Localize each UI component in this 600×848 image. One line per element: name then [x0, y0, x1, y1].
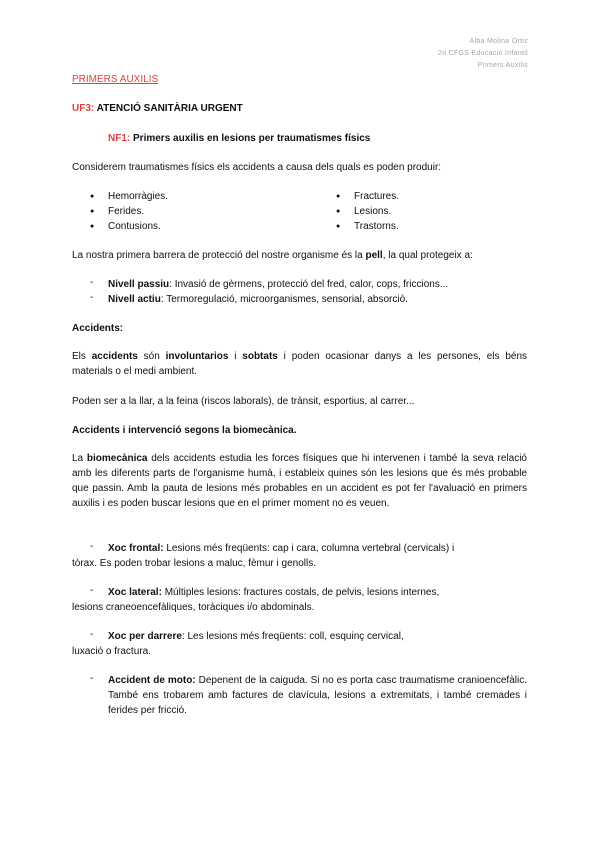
- level-active: [108, 292, 408, 307]
- accident-places: Poden ser a la llar, a la feina (riscos laborals), de trànsit, esportius, al carrer...: [72, 396, 415, 407]
- impact-rear-line2: luxació o fractura.: [72, 646, 151, 657]
- accidents-definition: [72, 349, 527, 379]
- skin-bold-term: pell: [365, 250, 383, 261]
- def-text: són: [137, 351, 166, 362]
- moto-text: Depenent de la caiguda. Si no es porta casc traumatisme cranioencefàlic. També ens trobarem amb factures de clavícula, lesions a extremitats, i també cremades i ferides per fricció.: [108, 675, 527, 716]
- nf-title: Primers auxilis en lesions per traumatismes físics: [130, 133, 371, 144]
- level-active-label: Nivell actiu: [108, 294, 161, 305]
- impact-rear-text: : Les lesions més freqüents: coll, esquinç cervical,: [181, 631, 404, 642]
- impact-frontal-text: Lesions més freqüents: cap i cara, columna vertebral (cervicals) i: [163, 543, 455, 554]
- intro-paragraph: Considerem traumatismes físics els accidents a causa dels quals es poden produir:: [72, 162, 442, 173]
- bullet-list-right: [318, 189, 399, 234]
- level-active-text: : Termoregulació, microorganismes, sensorial, absorció.: [160, 294, 408, 305]
- impact-lateral-line2: lesions craneoencefàliques, toràciques i/o abdominals.: [72, 602, 315, 613]
- list-item: ● Fractures.: [318, 189, 399, 204]
- header-author: Alba Molina Ortiz: [469, 38, 528, 45]
- header-block: [438, 36, 528, 72]
- impact-rear-label: Xoc per darrere: [108, 631, 182, 642]
- dash-marker: -: [90, 277, 94, 288]
- accidents-heading: Accidents:: [72, 323, 124, 334]
- moto-accident: [108, 673, 527, 718]
- uf-heading: [72, 101, 243, 116]
- impact-lateral-label: Xoc lateral:: [108, 587, 162, 598]
- impact-lateral-text: Múltiples lesions: fractures costals, de pelvis, lesions internes,: [161, 587, 440, 598]
- def-text: Els: [72, 351, 92, 362]
- impact-rear-line1: [108, 629, 404, 644]
- def-bold-involuntarios: involuntarios: [165, 351, 229, 362]
- dash-marker: -: [90, 292, 94, 303]
- biomechanics-paragraph: [72, 451, 527, 511]
- uf-title: ATENCIÓ SANITÀRIA URGENT: [94, 103, 243, 114]
- def-text: i: [228, 351, 243, 362]
- impact-frontal-label: Xoc frontal:: [108, 543, 164, 554]
- dash-marker: -: [90, 585, 94, 596]
- level-passive: [108, 277, 448, 292]
- def-bold-accidents: accidents: [91, 351, 138, 362]
- level-passive-label: Nivell passiu: [108, 279, 170, 290]
- biomech-text-post: dels accidents estudia les forces físiques que hi intervenen i també la seva relació amb les diferents parts de l'organisme humà, i estableix quines són les lesions que és més probable que passin. Amb la pauta de lesions més probables en un accident es pot fer l'avaluació en primers auxilis i es poden buscar lesions que en el primer moment no es veuen.: [72, 453, 527, 509]
- list-item: ● Lesions.: [318, 204, 399, 219]
- header-subject: Primers Auxilis: [477, 62, 528, 69]
- dash-marker: -: [90, 673, 94, 684]
- impact-frontal-line2: tòrax. Es poden trobar lesions a maluc, fèmur i genolls.: [72, 558, 317, 569]
- biomechanics-heading: Accidents i intervenció segons la biomecànica.: [72, 425, 297, 436]
- skin-paragraph: [72, 248, 473, 263]
- def-bold-sobtats: sobtats: [242, 351, 278, 362]
- moto-label: Accident de moto:: [108, 675, 196, 686]
- impact-frontal-line1: [108, 541, 454, 556]
- skin-text-pre: La nostra primera barrera de protecció del nostre organisme és la: [72, 250, 366, 261]
- header-course: 2n CFGS Educació Infantil: [438, 50, 528, 57]
- dash-marker: -: [90, 629, 94, 640]
- dash-marker: -: [90, 541, 94, 552]
- list-item: ● Trastorns.: [318, 219, 399, 234]
- level-passive-text: : Invasió de gèrmens, protecció del fred, calor, cops, friccions...: [169, 279, 449, 290]
- skin-text-post: , la qual protegeix a:: [382, 250, 473, 261]
- biomech-bold-term: biomecànica: [86, 453, 148, 464]
- biomech-text-pre: La: [72, 453, 87, 464]
- def-text: i poden ocasionar danys a les persones, els béns materials o el medi ambient.: [72, 351, 528, 377]
- impact-lateral-line1: [108, 585, 439, 600]
- nf-code: NF1:: [108, 133, 131, 144]
- bullet-list-left: [72, 189, 168, 234]
- document-title: PRIMERS AUXILIS: [72, 74, 159, 85]
- nf-heading: [108, 131, 370, 146]
- list-item: ● Contusions.: [72, 219, 168, 234]
- uf-code: UF3:: [72, 103, 95, 114]
- list-item: ● Hemorràgies.: [72, 189, 168, 204]
- list-item: ● Ferides.: [72, 204, 168, 219]
